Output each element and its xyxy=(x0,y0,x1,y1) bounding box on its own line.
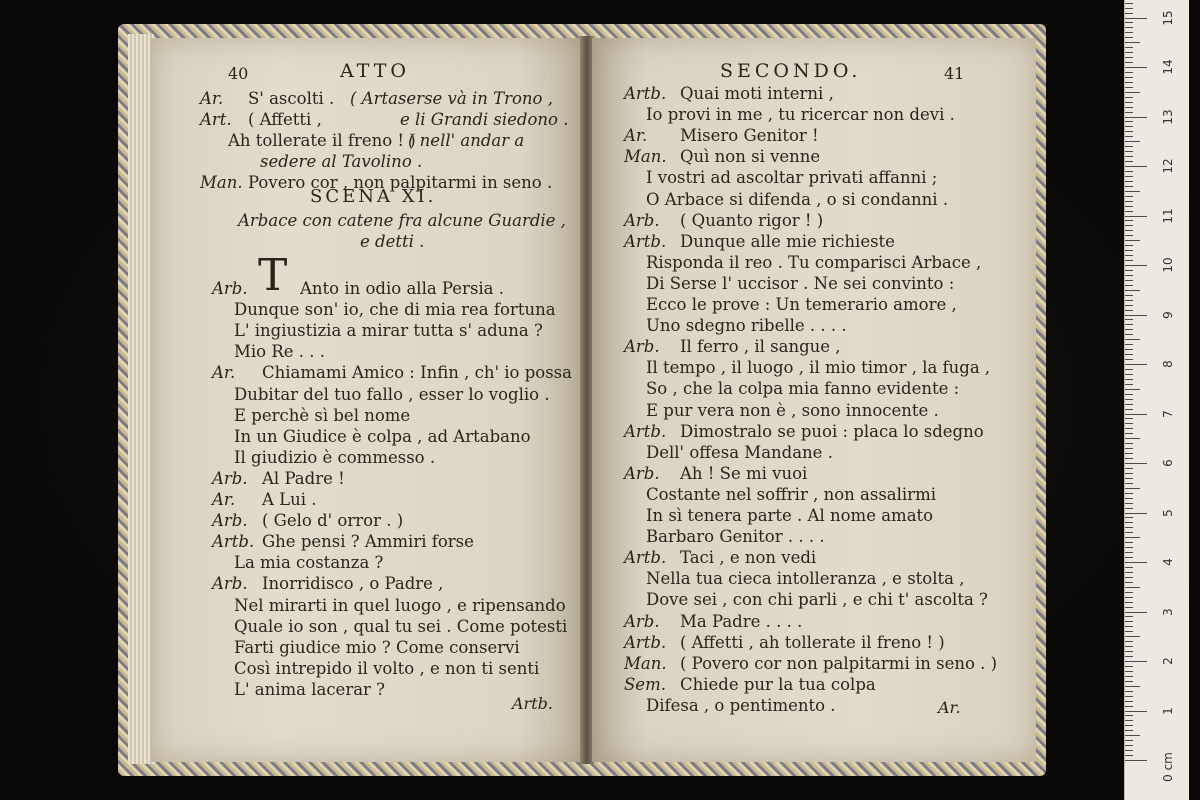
ruler-tick xyxy=(1125,126,1133,127)
verse-line: Inorridisco , o Padre , xyxy=(262,574,444,594)
ruler-tick xyxy=(1125,240,1140,241)
speaker-label: Man. xyxy=(200,173,243,192)
ruler-tick xyxy=(1125,414,1147,415)
left-catchword: Artb. xyxy=(512,694,553,713)
ruler-tick xyxy=(1125,691,1133,692)
speaker-label: Ar. xyxy=(200,89,224,108)
ruler-tick xyxy=(1125,438,1140,439)
scene-title: SCENA XI. xyxy=(310,186,437,207)
ruler-tick xyxy=(1125,250,1133,251)
ruler-tick xyxy=(1125,572,1133,573)
ruler-tick xyxy=(1125,552,1133,553)
ruler-tick xyxy=(1125,384,1133,385)
drop-cap: T xyxy=(258,250,288,301)
ruler-tick xyxy=(1125,483,1133,484)
verse-line: Difesa , o pentimento . xyxy=(646,695,836,715)
ruler-tick xyxy=(1125,22,1133,23)
ruler-tick xyxy=(1125,478,1133,479)
verse-line: ( Affetti , ah tollerate il freno ! ) xyxy=(680,632,945,652)
verse-line: Dimostralo se puoi : placa lo sdegno xyxy=(680,421,984,441)
ruler-tick xyxy=(1125,532,1133,533)
verse-line: Chiede pur la tua colpa xyxy=(680,674,876,694)
ruler-tick xyxy=(1125,329,1133,330)
ruler-tick xyxy=(1125,676,1133,677)
right-catchword: Ar. xyxy=(938,698,961,717)
ruler-tick xyxy=(1125,404,1133,405)
verse-line: A Lui . xyxy=(262,490,317,509)
ruler-tick xyxy=(1125,706,1133,707)
stage-direction: ( nell' andar a xyxy=(408,131,525,150)
scene-direction-1: Arbace con catene fra alcune Guardie , xyxy=(238,211,566,230)
ruler-number: 9 xyxy=(1161,310,1175,319)
ruler-tick xyxy=(1125,399,1133,400)
verse-line: Nel mirarti in quel luogo , e ripensando xyxy=(234,595,566,615)
ruler-tick xyxy=(1125,671,1133,672)
ruler-number: 6 xyxy=(1161,459,1175,467)
ruler-tick xyxy=(1125,374,1133,375)
ruler-tick xyxy=(1125,696,1133,697)
verse-line: Chiamami Amico : Infin , ch' io possa xyxy=(262,363,572,383)
ruler-tick xyxy=(1125,602,1133,603)
ruler-tick xyxy=(1125,631,1133,632)
verse-line: Uno sdegno ribelle . . . . xyxy=(646,316,847,336)
ruler-tick xyxy=(1125,587,1140,588)
verse-line: O Arbace si difenda , o si condanni . xyxy=(646,189,949,209)
ruler-tick xyxy=(1125,255,1133,256)
ruler-tick xyxy=(1125,498,1133,499)
ruler-tick xyxy=(1125,334,1133,335)
ruler-tick xyxy=(1125,216,1147,217)
ruler-tick xyxy=(1125,542,1133,543)
ruler-tick xyxy=(1125,458,1133,459)
ruler-tick xyxy=(1125,443,1133,444)
ruler-tick xyxy=(1125,52,1133,53)
ruler-tick xyxy=(1125,300,1133,301)
ruler-tick xyxy=(1125,97,1133,98)
ruler-tick xyxy=(1125,285,1133,286)
verse-line: Il ferro , il sangue , xyxy=(680,337,841,357)
speaker-label: Arb. xyxy=(212,279,248,298)
speaker-label: Arb. xyxy=(212,511,248,531)
ruler-tick xyxy=(1125,513,1147,514)
ruler-tick xyxy=(1125,270,1133,271)
ruler-tick xyxy=(1125,720,1133,721)
ruler-tick xyxy=(1125,339,1140,340)
verse-line: Il tempo , il luogo , il mio timor , la fuga , xyxy=(646,358,991,378)
ruler-tick xyxy=(1125,349,1133,350)
speaker-label: Arb. xyxy=(624,611,660,631)
verse-line: Barbaro Genitor . . . . xyxy=(646,527,825,547)
ruler-tick xyxy=(1125,77,1133,78)
ruler-tick xyxy=(1125,686,1140,687)
verse-line: Povero cor , non palpitarmi in seno . xyxy=(248,173,553,192)
ruler-tick xyxy=(1125,428,1133,429)
ruler-tick xyxy=(1125,47,1133,48)
verse-line: So , che la colpa mia fanno evidente : xyxy=(646,379,960,399)
ruler-tick xyxy=(1125,310,1133,311)
speaker-label: Art. xyxy=(200,110,232,129)
ruler-tick xyxy=(1125,607,1133,608)
ruler-tick xyxy=(1125,379,1133,380)
ruler-tick xyxy=(1125,319,1133,320)
ruler-tick xyxy=(1125,701,1133,702)
ruler-tick xyxy=(1125,117,1147,118)
verse-line: Di Serse l' uccisor . Ne sei convinto : xyxy=(646,273,955,293)
verse-line: L' anima lacerar ? xyxy=(234,679,386,699)
ruler-tick xyxy=(1125,235,1133,236)
ruler-tick xyxy=(1125,260,1133,261)
speaker-label: Ar. xyxy=(212,363,236,383)
ruler-tick xyxy=(1125,181,1133,182)
ruler-tick xyxy=(1125,18,1147,19)
ruler-tick xyxy=(1125,186,1133,187)
ruler-number: 7 xyxy=(1161,409,1175,418)
ruler-tick xyxy=(1125,265,1147,266)
ruler-tick xyxy=(1125,433,1133,434)
stage-direction: sedere al Tavolino . xyxy=(260,152,423,171)
ruler-tick xyxy=(1125,8,1133,9)
ruler-tick xyxy=(1125,547,1133,548)
ruler-tick xyxy=(1125,537,1140,538)
verse-line: Dunque son' io, che di mia rea fortuna xyxy=(234,300,556,320)
speaker-label: Man. xyxy=(624,147,667,167)
verse-line: Così intrepido il volto , e non ti senti xyxy=(234,658,540,678)
ruler-tick xyxy=(1125,92,1140,93)
verse-line: Costante nel soffrir , non assalirmi xyxy=(646,484,936,504)
ruler-tick xyxy=(1125,760,1147,761)
verse-line: ( Affetti , xyxy=(248,110,322,129)
verse-line: Dubitar del tuo fallo , esser lo voglio . xyxy=(234,384,550,404)
ruler-tick xyxy=(1125,171,1133,172)
ruler-tick xyxy=(1125,389,1140,390)
ruler-number: 8 xyxy=(1161,360,1175,368)
measuring-ruler xyxy=(1124,0,1189,800)
ruler-tick xyxy=(1125,409,1133,410)
ruler-tick xyxy=(1125,567,1133,568)
left-page-number: 40 xyxy=(228,64,249,83)
ruler-tick xyxy=(1125,636,1140,637)
speaker-label: Sem. xyxy=(624,674,666,694)
ruler-tick xyxy=(1125,725,1133,726)
ruler-tick xyxy=(1125,750,1133,751)
verse-line: Al Padre ! xyxy=(262,468,345,488)
verse-line: L' ingiustizia a mirar tutta s' aduna ? xyxy=(234,321,543,341)
verse-line: In sì tenera parte . Al nome amato xyxy=(646,506,934,525)
verse-line: Ah tollerate il freno ! ) xyxy=(228,131,416,150)
ruler-tick xyxy=(1125,13,1133,14)
ruler-number: 11 xyxy=(1161,207,1175,224)
ruler-tick xyxy=(1125,488,1140,489)
ruler-tick xyxy=(1125,191,1140,192)
ruler-number: 12 xyxy=(1161,158,1175,174)
ruler-tick xyxy=(1125,275,1133,276)
stage-direction: ( Artaserse và in Trono , xyxy=(350,89,553,108)
speaker-label: Artb. xyxy=(624,632,667,652)
ruler-tick xyxy=(1125,562,1147,563)
ruler-tick xyxy=(1125,324,1133,325)
ruler-tick xyxy=(1125,225,1133,226)
ruler-tick xyxy=(1125,121,1133,122)
verse-line: Nella tua cieca intolleranza , e stolta , xyxy=(646,569,965,589)
ruler-number: 3 xyxy=(1161,607,1175,616)
verse-line: Quai moti interni , xyxy=(680,84,834,103)
ruler-tick xyxy=(1125,290,1140,291)
verse-line: In un Giudice è colpa , ad Artabano xyxy=(234,426,531,446)
ruler-tick xyxy=(1125,211,1133,212)
ruler-tick xyxy=(1125,196,1133,197)
ruler-tick xyxy=(1125,201,1133,202)
speaker-label: Arb. xyxy=(212,574,248,594)
ruler-tick xyxy=(1125,131,1133,132)
ruler-tick xyxy=(1125,151,1133,152)
ruler-tick xyxy=(1125,666,1133,667)
ruler-tick xyxy=(1125,616,1133,617)
left-page xyxy=(150,38,582,762)
verse-line: ( Povero cor non palpitarmi in seno . ) xyxy=(680,653,998,673)
speaker-label: Ar. xyxy=(624,126,648,146)
ruler-tick xyxy=(1125,161,1133,162)
scene-direction-2: e detti . xyxy=(360,232,425,251)
verse-line: Anto in odio alla Persia . xyxy=(300,279,505,298)
ruler-tick xyxy=(1125,592,1133,593)
ruler-tick xyxy=(1125,597,1133,598)
verse-line: Dove sei , con chi parli , e chi t' ascolta ? xyxy=(646,590,988,610)
verse-line: Ah ! Se mi vuoi xyxy=(680,463,808,483)
verse-line: La mia costanza ? xyxy=(234,553,384,573)
speaker-label: Artb. xyxy=(212,532,255,552)
ruler-number: 1 xyxy=(1161,706,1175,715)
ruler-tick xyxy=(1125,107,1133,108)
ruler-tick xyxy=(1125,715,1133,716)
ruler-tick xyxy=(1125,656,1133,657)
ruler-tick xyxy=(1125,557,1133,558)
verse-line: Il giudizio è commesso . xyxy=(234,447,436,467)
ruler-tick xyxy=(1125,522,1133,523)
ruler-tick xyxy=(1125,42,1140,43)
ruler-tick xyxy=(1125,517,1133,518)
verse-line: E perchè sì bel nome xyxy=(234,405,411,425)
ruler-tick xyxy=(1125,295,1133,296)
ruler-tick xyxy=(1125,612,1147,613)
ruler-tick xyxy=(1125,730,1133,731)
ruler-unit-label: 0 cm xyxy=(1161,752,1175,782)
verse-line: Io provi in me , tu ricercar non devi . xyxy=(646,105,955,125)
speaker-label: Artb. xyxy=(624,231,667,251)
ruler-tick xyxy=(1125,468,1133,469)
ruler-tick xyxy=(1125,641,1133,642)
speaker-label: Man. xyxy=(624,653,667,673)
ruler-tick xyxy=(1125,418,1133,419)
ruler-number: 10 xyxy=(1161,257,1175,273)
speaker-label: Ar. xyxy=(212,490,236,509)
verse-line: Farti giudice mio ? Come conservi xyxy=(234,637,520,657)
ruler-tick xyxy=(1125,423,1133,424)
right-page-number: 41 xyxy=(944,64,965,83)
speaker-label: Artb. xyxy=(624,548,667,568)
verse-line: Misero Genitor ! xyxy=(680,126,819,146)
ruler-tick xyxy=(1125,681,1133,682)
ruler-number: 4 xyxy=(1161,558,1175,566)
verse-line: Ecco le prove : Un temerario amore , xyxy=(646,295,957,314)
ruler-number: 15 xyxy=(1161,9,1175,26)
ruler-tick xyxy=(1125,146,1133,147)
ruler-tick xyxy=(1125,102,1133,103)
verse-line: Dell' offesa Mandane . xyxy=(646,442,833,462)
verse-line: Ma Padre . . . . xyxy=(680,611,803,631)
verse-line: Ghe pensi ? Ammiri forse xyxy=(262,532,474,552)
ruler-tick xyxy=(1125,136,1133,137)
ruler-number: 13 xyxy=(1161,108,1175,125)
ruler-tick xyxy=(1125,745,1133,746)
ruler-tick xyxy=(1125,582,1133,583)
ruler-number: 2 xyxy=(1161,657,1175,665)
speaker-label: Artb. xyxy=(624,84,667,103)
ruler-tick xyxy=(1125,503,1133,504)
verse-line: Risponda il reo . Tu comparisci Arbace , xyxy=(646,252,982,272)
ruler-tick xyxy=(1125,57,1133,58)
ruler-tick xyxy=(1125,508,1133,509)
ruler-tick xyxy=(1125,315,1147,316)
ruler-tick xyxy=(1125,112,1133,113)
ruler-tick xyxy=(1125,230,1133,231)
ruler-tick xyxy=(1125,448,1133,449)
ruler-tick xyxy=(1125,626,1133,627)
ruler-tick xyxy=(1125,67,1147,68)
ruler-tick xyxy=(1125,166,1147,167)
ruler-tick xyxy=(1125,453,1133,454)
ruler-tick xyxy=(1125,72,1133,73)
verse-line: Mio Re . . . xyxy=(234,342,326,362)
ruler-tick xyxy=(1125,3,1133,4)
verse-line: ( Quanto rigor ! ) xyxy=(680,210,824,230)
ruler-tick xyxy=(1125,141,1140,142)
ruler-tick xyxy=(1125,32,1133,33)
ruler-tick xyxy=(1125,646,1133,647)
ruler-tick xyxy=(1125,394,1133,395)
ruler-tick xyxy=(1125,245,1133,246)
ruler-tick xyxy=(1125,37,1133,38)
ruler-tick xyxy=(1125,280,1133,281)
ruler-tick xyxy=(1125,305,1133,306)
ruler-tick xyxy=(1125,651,1133,652)
verse-line: ( Gelo d' orror . ) xyxy=(262,511,404,531)
ruler-tick xyxy=(1125,740,1133,741)
ruler-tick xyxy=(1125,359,1133,360)
ruler-tick xyxy=(1125,156,1133,157)
speaker-label: Arb. xyxy=(624,210,660,230)
left-running-header: ATTO xyxy=(340,60,410,82)
stage-direction: e li Grandi siedono . xyxy=(400,110,569,129)
right-running-header: SECONDO. xyxy=(720,60,862,82)
speaker-label: Arb. xyxy=(624,463,660,483)
ruler-tick xyxy=(1125,354,1133,355)
ruler-tick xyxy=(1125,87,1133,88)
ruler-tick xyxy=(1125,176,1133,177)
ruler-tick xyxy=(1125,27,1133,28)
ruler-tick xyxy=(1125,527,1133,528)
right-page xyxy=(592,38,1036,762)
ruler-tick xyxy=(1125,711,1147,712)
ruler-tick xyxy=(1125,735,1140,736)
ruler-tick xyxy=(1125,220,1133,221)
verse-line: Taci , e non vedi xyxy=(680,548,817,568)
verse-line: I vostri ad ascoltar privati affanni ; xyxy=(646,168,938,188)
verse-line: Dunque alle mie richieste xyxy=(680,231,895,251)
speaker-label: Artb. xyxy=(624,421,667,441)
verse-line: E pur vera non è , sono innocente . xyxy=(646,400,939,420)
speaker-label: Arb. xyxy=(624,337,660,357)
ruler-tick xyxy=(1125,493,1133,494)
ruler-tick xyxy=(1125,206,1133,207)
verse-line: Quale io son , qual tu sei . Come potesti xyxy=(234,616,568,636)
ruler-tick xyxy=(1125,473,1133,474)
ruler-tick xyxy=(1125,62,1133,63)
ruler-tick xyxy=(1125,661,1147,662)
ruler-tick xyxy=(1125,369,1133,370)
ruler-tick xyxy=(1125,621,1133,622)
ruler-number: 14 xyxy=(1161,59,1175,75)
ruler-tick xyxy=(1125,577,1133,578)
ruler-tick xyxy=(1125,755,1133,756)
ruler-tick xyxy=(1125,344,1133,345)
ruler-number: 5 xyxy=(1161,508,1175,517)
verse-line: S' ascolti . xyxy=(248,89,335,108)
ruler-tick xyxy=(1125,364,1147,365)
verse-line: Quì non si venne xyxy=(680,147,821,167)
ruler-tick xyxy=(1125,463,1147,464)
speaker-label: Arb. xyxy=(212,468,248,488)
ruler-tick xyxy=(1125,82,1133,83)
